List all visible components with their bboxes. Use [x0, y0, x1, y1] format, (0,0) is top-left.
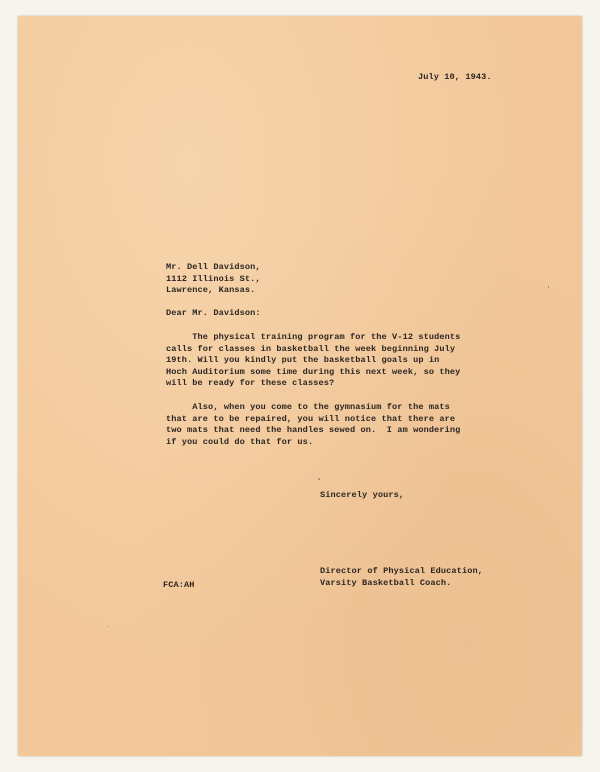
letter-paper — [18, 16, 582, 756]
body-paragraph-2 — [166, 402, 460, 448]
recipient-address — [166, 262, 261, 297]
address-line: Lawrence, Kansas. — [166, 285, 256, 296]
paragraph-line: if you could do that for us. — [166, 436, 314, 447]
paragraph-line: that are to be repaired, you will notice that there are — [166, 413, 456, 424]
paragraph-line: will be ready for these classes? — [166, 378, 335, 389]
paper-speck — [548, 286, 549, 288]
paragraph-line: two mats that need the handles sewed on. I am wondering — [166, 425, 461, 436]
typist-initials: FCA:AH — [163, 580, 195, 590]
address-line: Mr. Dell Davidson, — [166, 262, 261, 272]
paragraph-line: 19th. Will you kindly put the basketball goals up in — [166, 355, 440, 366]
address-line: 1112 Illinois St., — [166, 273, 261, 284]
paragraph-line: calls for classes in basketball the week beginning July — [166, 343, 456, 354]
paper-speck — [318, 478, 320, 480]
paragraph-line: Hoch Auditorium some time during this next week, so they — [166, 366, 461, 377]
body-paragraph-1 — [166, 332, 460, 390]
letter-date: July 10, 1943. — [418, 72, 492, 82]
paper-speck — [108, 626, 109, 627]
salutation: Dear Mr. Davidson: — [166, 308, 261, 318]
paragraph-line: Also, when you come to the gymnasium for the mats — [166, 402, 450, 412]
paragraph-line: The physical training program for the V-12 students — [166, 332, 461, 342]
signature-block — [320, 566, 483, 589]
signature-line: Director of Physical Education, — [320, 566, 483, 576]
signature-line: Varsity Basketball Coach. — [320, 577, 452, 588]
closing: Sincerely yours, — [320, 490, 405, 500]
